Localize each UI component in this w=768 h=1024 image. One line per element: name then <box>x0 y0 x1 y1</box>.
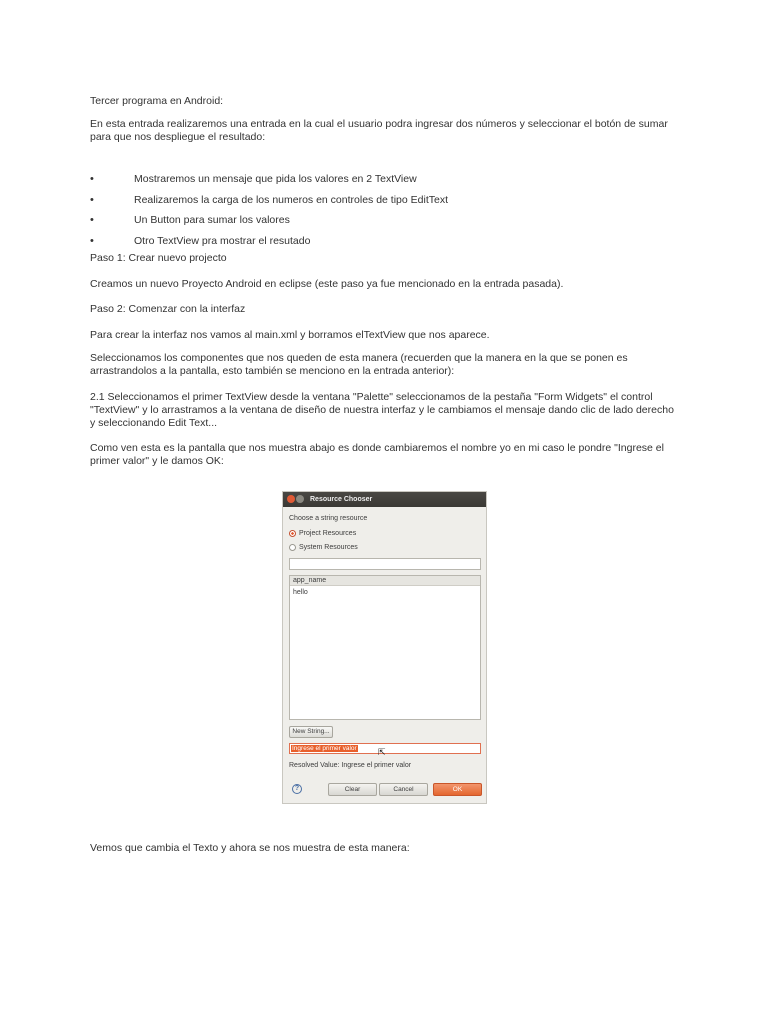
resolved-value: Resolved Value: Ingrese el primer valor <box>289 762 412 769</box>
list-item <box>90 193 680 207</box>
clear-button[interactable]: Clear <box>328 783 377 796</box>
close-icon[interactable] <box>287 495 295 503</box>
filter-input[interactable] <box>289 558 481 570</box>
step21-paragraph: 2.1 Seleccionamos el primer TextView desde la ventana "Palette" seleccionamos de la pestaña "Form Widgets" el control "TextView" y lo arrastramos a la ventana de diseño de nuestra interfaz y le cambiamos el mensaje dando clic de lado derecho y seleccionando Edit Text... <box>90 391 674 429</box>
list-header[interactable]: app_name <box>290 576 480 586</box>
resource-chooser-dialog <box>282 491 487 804</box>
system-resources-radio[interactable] <box>289 544 296 551</box>
help-icon[interactable]: ? <box>292 784 302 794</box>
system-resources-label: System Resources <box>299 544 358 551</box>
list-item <box>90 213 680 227</box>
bullet-text: Realizaremos la carga de los numeros en controles de tipo EditText <box>134 194 448 206</box>
screen-paragraph: Como ven esta es la pantalla que nos muestra abajo es donde cambiaremos el nombre yo en mi caso le pondre "Ingrese el primer valor" y le damos OK: <box>90 442 664 467</box>
doc-title: Tercer programa en Android: <box>90 95 224 107</box>
project-resources-radio[interactable] <box>289 530 296 537</box>
list-item <box>90 172 680 186</box>
value-input-text: Ingrese el primer valor <box>292 745 357 752</box>
step2-paragraph: Para crear la interfaz nos vamos al main.xml y borramos elTextView que nos aparece. <box>90 329 490 341</box>
bullet-text: Mostraremos un mensaje que pida los valores en 2 TextView <box>134 173 417 185</box>
new-string-button[interactable]: New String... <box>289 726 333 738</box>
bullet-text: Un Button para sumar los valores <box>134 214 290 226</box>
step2-heading: Paso 2: Comenzar con la interfaz <box>90 303 246 315</box>
closing-paragraph: Vemos que cambia el Texto y ahora se nos muestra de esta manera: <box>90 842 410 854</box>
bullet-icon: • <box>90 235 94 247</box>
list-item <box>90 234 680 248</box>
cancel-button[interactable]: Cancel <box>379 783 428 796</box>
bullet-icon: • <box>90 194 94 206</box>
step1-paragraph: Creamos un nuevo Proyecto Android en eclipse (este paso ya fue mencionado en la entrada pasada). <box>90 278 564 290</box>
bullet-icon: • <box>90 214 94 226</box>
minimize-icon[interactable] <box>296 495 304 503</box>
ok-button[interactable]: OK <box>433 783 482 796</box>
components-paragraph: Seleccionamos los componentes que nos queden de esta manera (recuerden que la manera en la que se ponen es arrastrandolos a la pantalla, esto también se menciono en la entrada anterior): <box>90 352 628 377</box>
choose-label: Choose a string resource <box>289 515 368 522</box>
intro-paragraph: En esta entrada realizaremos una entrada en la cual el usuario podra ingresar dos números y seleccionar el botón de sumar para que nos despliegue el resultado: <box>90 118 668 143</box>
dialog-titlebar <box>283 492 486 507</box>
list-item[interactable]: hello <box>293 589 308 596</box>
bullet-text: Otro TextView pra mostrar el resutado <box>134 235 311 247</box>
project-resources-label: Project Resources <box>299 530 357 537</box>
resource-list[interactable] <box>289 575 481 720</box>
mouse-cursor-icon: ⇱ <box>378 747 386 757</box>
dialog-title: Resource Chooser <box>310 496 373 503</box>
bullet-icon: • <box>90 173 94 185</box>
step1-heading: Paso 1: Crear nuevo projecto <box>90 252 227 264</box>
